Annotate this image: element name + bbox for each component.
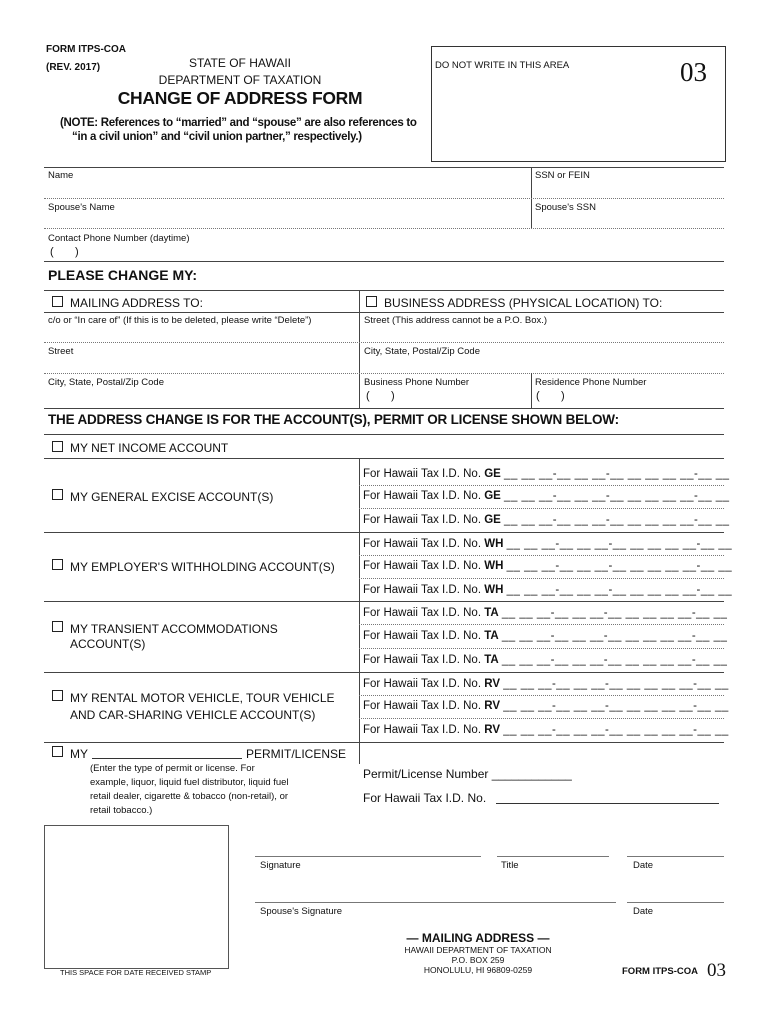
rv-taxid-line[interactable] [363,678,729,690]
business-address-checkbox[interactable] [366,296,377,307]
transient-checkbox[interactable] [52,621,63,632]
office-use-label: DO NOT WRITE IN THIS AREA [435,60,570,71]
note-line-1: (NOTE: References to “married” and “spouse” are also references to [60,117,417,129]
ssn-field-label: SSN or FEIN [535,170,590,181]
wh-taxid-line[interactable] [363,538,732,550]
state-name: STATE OF HAWAII [189,56,291,70]
taxid-blank: __ __ __-__ __ __-__ __ __ __ __-__ __ [504,468,730,480]
taxid-blank: __ __ __-__ __ __-__ __ __ __ __-__ __ [503,700,729,712]
permit-instruction-3: retail dealer, cigarette & tobacco (non-retail), or [90,791,289,802]
taxid-prefix: For Hawaii Tax I.D. No. [363,468,482,480]
residence-phone-parens: ( ) [536,390,565,402]
permit-license-label: PERMIT/LICENSE [246,747,347,761]
transient-label-2: ACCOUNT(S) [70,637,146,651]
business-city-label: City, State, Postal/Zip Code [364,346,480,357]
permit-taxid-blank[interactable] [496,803,719,804]
taxid-blank: __ __ __-__ __ __-__ __ __ __ __-__ __ [501,630,728,642]
taxid-code: TA [484,630,499,642]
general-excise-label: MY GENERAL EXCISE ACCOUNT(S) [70,490,274,504]
taxid-blank: __ __ __-__ __ __-__ __ __ __ __-__ __ [501,654,728,666]
taxid-blank: __ __ __-__ __ __-__ __ __ __ __-__ __ [501,607,728,619]
title-label: Title [501,860,519,871]
contact-phone-parens: ( ) [50,246,79,258]
taxid-prefix: For Hawaii Tax I.D. No. [363,654,482,666]
rv-taxid-line[interactable] [363,724,729,736]
ta-taxid-line[interactable] [363,654,727,666]
name-field-label: Name [48,170,74,181]
mailing-address-line-1: HAWAII DEPARTMENT OF TAXATION [404,945,552,955]
note-line-2: “in a civil union” and “civil union partner,” respectively.) [72,131,362,143]
spouse-date-line[interactable] [627,902,724,903]
net-income-checkbox[interactable] [52,441,63,452]
form-code: 03 [680,57,707,87]
taxid-prefix: For Hawaii Tax I.D. No. [363,560,482,572]
taxid-prefix: For Hawaii Tax I.D. No. [363,724,482,736]
taxid-blank: __ __ __-__ __ __-__ __ __ __ __-__ __ [506,538,733,550]
rental-vehicle-checkbox[interactable] [52,690,63,701]
title-line[interactable] [497,856,609,857]
department-name: DEPARTMENT OF TAXATION [158,73,322,87]
permit-instruction-1: (Enter the type of permit or license. For [90,763,255,774]
rental-vehicle-label-2: AND CAR-SHARING VEHICLE ACCOUNT(S) [70,708,316,722]
taxid-code: WH [484,560,504,572]
permit-taxid-label: For Hawaii Tax I.D. No. [363,791,487,805]
spouse-ssn-field-label: Spouse's SSN [535,202,596,213]
rv-taxid-line[interactable] [363,700,729,712]
office-use-box [431,46,726,162]
taxid-prefix: For Hawaii Tax I.D. No. [363,607,482,619]
ta-taxid-line[interactable] [363,607,727,619]
permit-number-field[interactable]: Permit/License Number ____________ [363,767,572,781]
mailing-address-line-3: HONOLULU, HI 96809-0259 [423,965,533,975]
accounts-heading: THE ADDRESS CHANGE IS FOR THE ACCOUNT(S), PERMIT OR LICENSE SHOWN BELOW: [48,412,619,427]
stamp-label: THIS SPACE FOR DATE RECEIVED STAMP [60,968,212,977]
business-phone-parens: ( ) [366,390,395,402]
taxid-code: TA [484,654,499,666]
taxid-blank: __ __ __-__ __ __-__ __ __ __ __-__ __ [506,560,733,572]
footer-form-id: FORM ITPS-COA [622,966,698,977]
form-revision: (REV. 2017) [46,62,101,73]
taxid-prefix: For Hawaii Tax I.D. No. [363,584,482,596]
taxid-blank: __ __ __-__ __ __-__ __ __ __ __-__ __ [506,584,733,596]
footer-form-code: 03 [707,960,726,981]
net-income-label: MY NET INCOME ACCOUNT [70,441,229,455]
taxid-prefix: For Hawaii Tax I.D. No. [363,514,482,526]
permit-type-blank[interactable] [92,758,242,759]
taxid-code: RV [484,700,500,712]
mailing-address-checkbox[interactable] [52,296,63,307]
taxid-blank: __ __ __-__ __ __-__ __ __ __ __-__ __ [504,490,730,502]
business-phone-label: Business Phone Number [364,377,470,388]
business-street-label: Street (This address cannot be a P.O. Box.) [364,315,548,326]
taxid-code: TA [484,607,499,619]
taxid-code: GE [484,514,501,526]
ge-taxid-line[interactable] [363,514,730,526]
date-line[interactable] [627,856,724,857]
taxid-code: WH [484,584,504,596]
mailing-address-heading: — MAILING ADDRESS — [406,931,550,945]
ge-taxid-line[interactable] [363,468,730,480]
taxid-prefix: For Hawaii Tax I.D. No. [363,700,482,712]
taxid-code: GE [484,490,501,502]
transient-label-1: MY TRANSIENT ACCOMMODATIONS [70,622,278,636]
wh-taxid-line[interactable] [363,584,732,596]
care-of-label: c/o or “In care of” (If this is to be deleted, please write “Delete”) [48,315,312,326]
contact-phone-label: Contact Phone Number (daytime) [48,233,190,244]
taxid-blank: __ __ __-__ __ __-__ __ __ __ __-__ __ [504,514,730,526]
spouse-name-field-label: Spouse's Name [48,202,115,213]
general-excise-checkbox[interactable] [52,489,63,500]
mailing-address-line-2: P.O. BOX 259 [451,955,505,965]
taxid-code: RV [484,678,500,690]
taxid-prefix: For Hawaii Tax I.D. No. [363,490,482,502]
mailing-city-label: City, State, Postal/Zip Code [48,377,164,388]
taxid-prefix: For Hawaii Tax I.D. No. [363,538,482,550]
rental-vehicle-label-1: MY RENTAL MOTOR VEHICLE, TOUR VEHICLE [70,691,335,705]
change-heading: PLEASE CHANGE MY: [48,267,198,283]
taxid-blank: __ __ __-__ __ __-__ __ __ __ __-__ __ [503,724,729,736]
taxid-code: RV [484,724,500,736]
spouse-signature-label: Spouse's Signature [260,906,343,917]
spouse-signature-line[interactable] [255,902,616,903]
business-address-label: BUSINESS ADDRESS (PHYSICAL LOCATION) TO: [384,296,663,310]
permit-checkbox[interactable] [52,746,63,757]
spouse-date-label: Date [633,906,654,917]
ta-taxid-line[interactable] [363,630,727,642]
signature-line[interactable] [255,856,481,857]
signature-label: Signature [260,860,301,871]
page-title: CHANGE OF ADDRESS FORM [117,88,363,108]
date-label: Date [633,860,654,871]
taxid-blank: __ __ __-__ __ __-__ __ __ __ __-__ __ [503,678,729,690]
withholding-label: MY EMPLOYER'S WITHHOLDING ACCOUNT(S) [70,560,335,574]
form-id: FORM ITPS-COA [46,44,126,55]
mailing-street-label: Street [48,346,74,357]
taxid-code: WH [484,538,504,550]
taxid-prefix: For Hawaii Tax I.D. No. [363,678,482,690]
permit-my-label: MY [70,747,88,761]
mailing-address-label: MAILING ADDRESS TO: [70,296,203,310]
taxid-prefix: For Hawaii Tax I.D. No. [363,630,482,642]
residence-phone-label: Residence Phone Number [535,377,647,388]
ge-taxid-line[interactable] [363,490,730,502]
taxid-code: GE [484,468,501,480]
withholding-checkbox[interactable] [52,559,63,570]
permit-instruction-2: example, liquor, liquid fuel distributor, liquid fuel [90,777,289,788]
date-received-stamp-box [44,825,229,969]
wh-taxid-line[interactable] [363,560,732,572]
permit-instruction-4: retail tobacco.) [90,805,153,816]
